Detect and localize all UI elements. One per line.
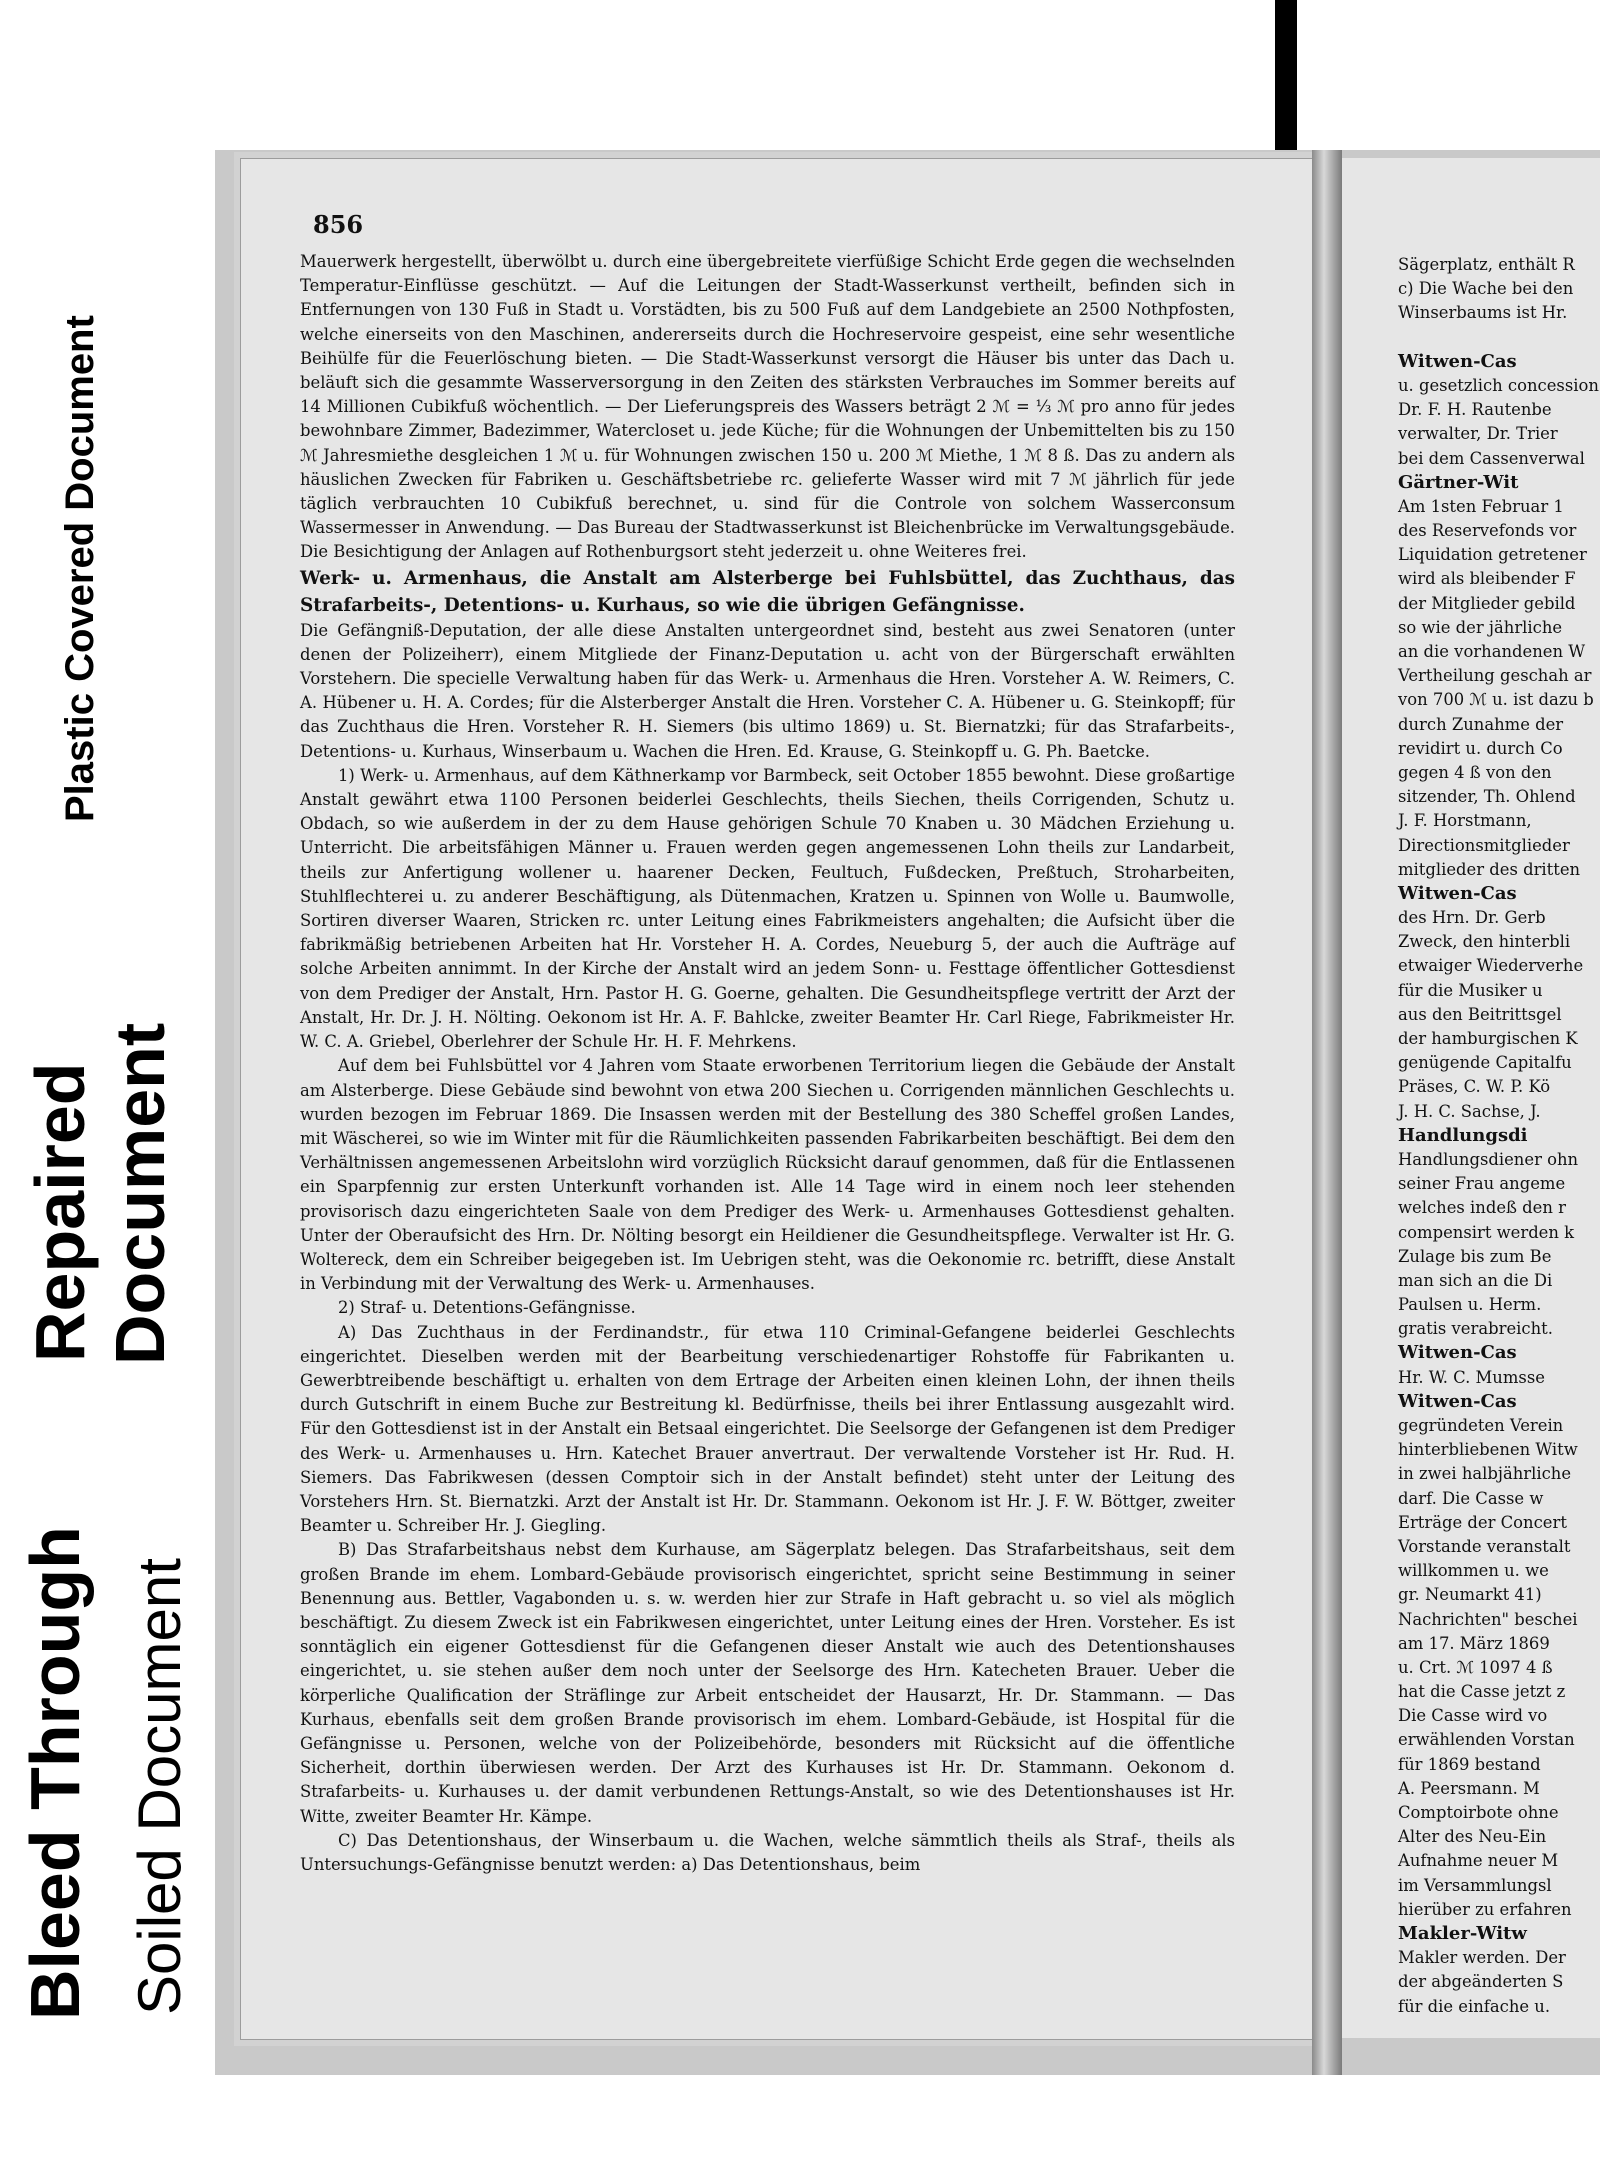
- section-heading: Werk- u. Armenhaus, die Anstalt am Alsterberge bei Fuhlsbüttel, das Zuchthaus, das Strafarbeits-, Detentions- u. Kurhaus, so wie die übrigen Gefängnisse.: [300, 567, 1235, 616]
- right-page-line: c) Die Wache bei den: [1398, 279, 1574, 299]
- right-page-line: Sägerplatz, enthält R: [1398, 255, 1575, 274]
- label-bleed-through: Bleed Through: [16, 1526, 94, 2020]
- right-page-line: u. gesetzlich concession: [1398, 375, 1599, 395]
- right-page-line: Makler werden. Der: [1398, 1948, 1566, 1968]
- right-page-line: durch Zunahme der: [1398, 714, 1564, 734]
- right-page-line: an die vorhandenen W: [1398, 642, 1586, 661]
- right-page-line: des Reservefonds vor: [1398, 521, 1577, 541]
- scan-edge-shadow: [1275, 0, 1297, 150]
- right-page-line: genügende Capitalfu: [1398, 1053, 1572, 1073]
- right-page-line: welches indeß den r: [1398, 1198, 1566, 1218]
- right-page-line: u. Crt. ℳ 1097 4 ß: [1398, 1657, 1553, 1677]
- right-page-line: willkommen u. we: [1398, 1561, 1549, 1581]
- book-gutter: [1312, 150, 1342, 2075]
- body-paragraph: Mauerwerk hergestellt, überwölbt u. durch eine übergebreitete vierfüßige Schicht Erde gegen die wechselnden Temperatur-Einflüsse geschützt. — Auf die Leitungen der Stadt-Wasserkunst vertheilt, befinden sich in Entfernungen von 130 Fuß in Stadt u. Vorstädten, bis zu 500 Fuß auf dem Landgebiete an 2500 Nothpfosten, welche einerseits von den Maschinen, andererseits durch die Hochreservoire gespeist, eine sehr wesentliche Beihülfe für die Feuerlöschung bieten. — Die Stadt-Wasserkunst versorgt die Häuser bis unter das Dach u. beläuft sich die gesammte Wasserversorgung in den Zeiten des stärksten Verbrauches im Sommer bereits auf 14 Millionen Cubikfuß wöchentlich. — Der Lieferungspreis des Wassers beträgt 2 ℳ = ⅓ ℳ pro anno für jedes bewohnbare Zimmer, Badezimmer, Watercloset u. jede Küche; für die Wohnungen der Unbemittelten bis zu 150 ℳ Jahresmiethe desgleichen 1 ℳ u. für Wohnungen zwischen 150 u. 200 ℳ Miethe, 1 ℳ 8 ß. Das zu andern als häuslichen Zwecken für Fabriken u. Geschäftsbetriebe rc. gelieferte Wasser wird mit 7 ℳ jährlich für jede täglich verbrauchten 10 Cubikfuß berechnet, u. sind für die Controle von solchem Wasserconsum Wassermesser in Anwendung. — Das Bureau der Stadtwasserkunst ist Bleichenbrücke im Verwaltungsgebäude. Die Besichtigung der Anlagen auf Rothenburgsort steht jederzeit u. ohne Weiteres frei.: [300, 252, 1235, 562]
- right-page-line: aus den Beitrittsgel: [1398, 1004, 1562, 1024]
- body-paragraph: A) Das Zuchthaus in der Ferdinandstr., für etwa 110 Criminal-Gefangene beiderlei Geschlechts eingerichtet. Dieselben werden mit der Bearbeitung verschiedenartiger Rohstoffe für Fabrikanten u. Gewerbtreibende beschäftigt u. erhalten von dem Ertrage der Arbeiten einen kleinen Lohn, der ihnen theils durch Gutschrift in einem Buche zur Bestreitung kl. Bedürfnisse, theils bei ihrer Entlassung ausgezahlt wird. Für den Gottesdienst ist in der Anstalt ein Betsaal eingerichtet. Die Seelsorge der Gefangenen ist dem Prediger des Werk- u. Armenhauses u. Hrn. Katechet Brauer anvertraut. Der verwaltende Vorsteher ist Hr. Rud. H. Siemers. Das Fabrikwesen (dessen Comptoir sich in der Anstalt befindet) steht unter der Leitung des Vorstehers Hrn. St. Biernatzki. Arzt der Anstalt ist Hr. Dr. Stammann. Oekonom ist Hr. J. F. W. Böttger, zweiter Beamter u. Schreiber Hr. J. Giegling.: [300, 1322, 1235, 1536]
- right-page-line: Präses, C. W. P. Kö: [1398, 1077, 1551, 1097]
- right-page-heading: Gärtner-Wit: [1398, 471, 1519, 493]
- right-page-line: Vorstande veranstalt: [1398, 1536, 1571, 1556]
- right-page-line: Die Casse wird vo: [1398, 1706, 1548, 1726]
- right-page-line: Hr. W. C. Mumsse: [1398, 1367, 1545, 1387]
- body-paragraph: B) Das Strafarbeitshaus nebst dem Kurhause, am Sägerplatz belegen. Das Strafarbeitshaus, seit dem großen Brande im ehem. Lombard-Gebäude provisorisch eingerichtet, spricht seine Bestimmung in seiner Benennung aus. Bettler, Vagabonden u. s. w. werden hier zur Strafe in Haft gebracht u. so viel als möglich beschäftigt. Zu diesem Zweck ist ein Fabrikwesen eingerichtet, unter Leitung eines der Hren. Vorsteher. Es ist sonntäglich ein eigener Gottesdienst für die Gefangenen dieser Anstalt wie auch des Detentionshauses eingerichtet, u. sie stehen außer dem noch unter der Seelsorge des Hrn. Katecheten Brauer. Ueber die körperliche Qualification der Sträflinge zur Arbeit entscheidet der Hausarzt, Hr. Dr. Stammann. — Das Kurhaus, ebenfalls seit dem großen Brande provisorisch im ehem. Lombard-Gebäude, ist Hospital für die Gefängnisse u. Personen, welche von der Polizeibehörde, besonders mit Rücksicht auf die öffentliche Sicherheit, dorthin überwiesen werden. Der Arzt des Kurhauses ist Hr. Dr. Stammann. Oekonom d. Strafarbeits- u. Kurhauses u. der damit verbundenen Rettungs-Anstalt, so wie des Detentionshauses ist Hr. Witte, zweiter Beamter Hr. Kämpe.: [300, 1540, 1235, 1826]
- right-page-line: man sich an die Di: [1398, 1270, 1553, 1290]
- right-page-line: [1398, 326, 1600, 350]
- right-page-line: hierüber zu erfahren: [1398, 1899, 1572, 1919]
- right-page-line: von 700 ℳ u. ist dazu b: [1398, 690, 1594, 710]
- right-page-line: sitzender, Th. Ohlend: [1398, 787, 1576, 807]
- label-plastic-covered: Plastic Covered Document: [58, 315, 102, 822]
- right-page-line: verwalter, Dr. Trier: [1398, 424, 1558, 444]
- right-page-line: compensirt werden k: [1398, 1222, 1575, 1242]
- right-page-line: der hamburgischen K: [1398, 1029, 1578, 1048]
- right-page-line: Nachrichten" beschei: [1398, 1609, 1578, 1629]
- right-page-line: Winserbaums ist Hr.: [1398, 303, 1568, 323]
- right-page-line: Aufnahme neuer M: [1398, 1851, 1559, 1871]
- right-page-line: für die Musiker u: [1398, 980, 1543, 1000]
- right-page-heading: Witwen-Cas: [1398, 882, 1517, 904]
- right-page-line: gegen 4 ß von den: [1398, 762, 1552, 782]
- right-page-line: seiner Frau angeme: [1398, 1174, 1566, 1194]
- right-page-line: Erträge der Concert: [1398, 1512, 1567, 1532]
- right-page-line: revidirt u. durch Co: [1398, 738, 1563, 758]
- right-page-line: des Hrn. Dr. Gerb: [1398, 908, 1546, 928]
- body-paragraph: 1) Werk- u. Armenhaus, auf dem Käthnerkamp vor Barmbeck, seit October 1855 bewohnt. Diese großartige Anstalt gewährt etwa 1100 Personen beiderlei Geschlechts, theils Siechen, theils Corrigenden, Schutz u. Obdach, so wie außerdem in der zu dem Hause gehörigen Schule 70 Knaben u. 30 Mädchen Erziehung u. Unterricht. Die arbeitsfähigen Männer u. Frauen werden gegen angemessenen Lohn theils zur Landarbeit, theils zur Anfertigung wollener u. haarener Decken, Feultuch, Fußdecken, Preßtuch, Stroharbeiten, Stuhlflechterei u. zu anderer Beschäftigung, als Dütenmachen, Kratzen u. Spinnen von Wolle u. Baumwolle, Sortiren diverser Waaren, Stricken rc. unter Leitung eines Fabrikmeisters angehalten; die Aufsicht über die fabrikmäßig betriebenen Arbeiten hat Hr. Vorsteher H. A. Cordes, Neueburg 5, der auch die Aufträge auf solche Arbeiten annimmt. In der Kirche der Anstalt wird an jedem Sonn- u. Festtage öffentlicher Gottesdienst von dem Prediger der Anstalt, Hrn. Pastor H. G. Goerne, gehalten. Die Gesundheitspflege vertritt der Arzt der Anstalt, Hr. Dr. J. H. Nölting. Oekonom ist Hr. A. F. Bahlcke, zweiter Beamter Hr. Carl Riege, Fabrikmeister Hr. W. C. A. Griebel, Oberlehrer der Schule Hr. H. F. Mehrkens.: [300, 765, 1235, 1052]
- right-page-line: bei dem Cassenverwal: [1398, 448, 1585, 468]
- right-page-heading: Witwen-Cas: [1398, 350, 1517, 372]
- right-page-line: mitglieder des dritten: [1398, 859, 1581, 879]
- right-page-heading: Witwen-Cas: [1398, 1390, 1517, 1412]
- right-page-line: am 17. März 1869: [1398, 1633, 1550, 1653]
- right-page-line: Directionsmitglieder: [1398, 835, 1570, 855]
- right-page-line: so wie der jährliche: [1398, 617, 1563, 637]
- right-page-line: gegründeten Verein: [1398, 1416, 1564, 1435]
- label-soiled: Soiled Document: [126, 1558, 193, 2015]
- right-page-line: Alter des Neu-Ein: [1398, 1827, 1547, 1847]
- right-page-line: im Versammlungsl: [1398, 1875, 1552, 1895]
- right-page-line: der abgeänderten S: [1398, 1972, 1564, 1992]
- right-page-line: Zweck, den hinterbli: [1398, 932, 1571, 952]
- body-paragraph: Die Gefängniß-Deputation, der alle diese Anstalten untergeordnet sind, besteht aus zwei Senatoren (unter denen der Polizeiherr), einem Mitgliede der Finanz-Deputation u. acht von der Bürgerschaft erwählten Vorstehern. Die specielle Verwaltung haben für das Werk- u. Armenhaus die Hren. Vorsteher A. W. Reimers, C. A. Hübener u. H. A. Cordes; für die Alsterberger Anstalt die Hren. Vorsteher C. A. Hübener u. G. Steinkopff; für das Zuchthaus die Hren. Vorsteher R. H. Siemers (bis ultimo 1869) u. St. Biernatzki; für das Strafarbeits-, Detentions- u. Kurhaus, Winserbaum u. Wachen die Hren. Ed. Krause, G. Steinkopff u. G. Ph. Baetcke.: [300, 620, 1235, 761]
- right-page-line: Vertheilung geschah ar: [1398, 666, 1592, 686]
- right-page-line: Paulsen u. Herm.: [1398, 1295, 1542, 1315]
- right-page-line: Liquidation getretener: [1398, 545, 1587, 565]
- right-page-line: J. F. Horstmann,: [1398, 811, 1532, 831]
- right-page-line: für 1869 bestand: [1398, 1754, 1541, 1774]
- right-page-text: [1398, 253, 1600, 2019]
- right-page-line: Am 1sten Februar 1: [1398, 496, 1564, 516]
- right-page-line: in zwei halbjährliche: [1398, 1464, 1572, 1484]
- body-paragraph: 2) Straf- u. Detentions-Gefängnisse.: [338, 1298, 636, 1318]
- right-page-line: für die einfache u.: [1398, 1996, 1551, 2016]
- body-paragraph: C) Das Detentionshaus, der Winserbaum u. die Wachen, welche sämmtlich theils als Straf-, theils als Untersuchungs-Gefängnisse benutzt werden: a) Das Detentionshaus, beim: [300, 1830, 1235, 1874]
- right-page-line: hinterbliebenen Witw: [1398, 1440, 1578, 1460]
- right-page-heading: Witwen-Cas: [1398, 1342, 1517, 1364]
- right-page-line: gratis verabreicht.: [1398, 1319, 1553, 1339]
- page-body-text: [300, 250, 1235, 1877]
- body-paragraph: Auf dem bei Fuhlsbüttel vor 4 Jahren vom Staate erworbenen Territorium liegen die Gebäude der Anstalt am Alsterberge. Diese Gebäude sind bewohnt von etwa 200 Siechen u. Corrigenden männlichen Geschlechts u. wurden bezogen im Februar 1869. Die Insassen werden mit der Bestellung des 380 Scheffel großen Landes, mit Wäscherei, so wie im Winter mit für die Räumlichkeiten passenden Fabrikarbeiten beschäftigt. Bei dem den Verhältnissen angemessenen Arbeitslohn wird vorzüglich Rücksicht darauf genommen, daß für die Entlassenen ein Sparpfennig zur ersten Unterkunft vorhanden ist. Alle 14 Tage wird in einem noch leer stehenden provisorisch dazu eingerichteten Saale von dem Prediger des Werk- u. Armenhauses Gottesdienst gehalten. Unter der Oberaufsicht des Hrn. Dr. Nölting besorgt ein Heildiener die Gesundheitspflege. Verwalter ist Hr. G. Woltereck, dem ein Schreiber beigegeben ist. Im Uebrigen steht, was die Oekonomie rc. betrifft, diese Anstalt in Verbindung mit der Verwaltung des Werk- u. Armenhauses.: [300, 1056, 1235, 1294]
- page-number: 856: [313, 210, 364, 239]
- right-page-line: Comptoirbote ohne: [1398, 1803, 1559, 1822]
- right-page-line: darf. Die Casse w: [1398, 1488, 1544, 1508]
- right-page-line: wird als bleibender F: [1398, 569, 1576, 589]
- right-page-heading: Handlungsdi: [1398, 1124, 1528, 1146]
- right-page-line: gr. Neumarkt 41): [1398, 1585, 1542, 1605]
- right-page-line: Dr. F. H. Rautenbe: [1398, 400, 1552, 420]
- right-page-heading: Makler-Witw: [1398, 1922, 1527, 1944]
- label-repaired-line2: Document: [101, 1022, 179, 1365]
- right-page-line: J. H. C. Sachse, J.: [1398, 1101, 1541, 1121]
- label-repaired-line1: Repaired: [21, 1062, 99, 1362]
- right-page-line: A. Peersmann. M: [1398, 1778, 1540, 1798]
- right-page-line: der Mitglieder gebild: [1398, 593, 1576, 613]
- right-page-line: erwählenden Vorstan: [1398, 1730, 1575, 1750]
- document-condition-labels: [0, 0, 200, 2177]
- right-page-line: Zulage bis zum Be: [1398, 1246, 1552, 1266]
- right-page-line: Handlungsdiener ohn: [1398, 1149, 1579, 1169]
- right-page-line: hat die Casse jetzt z: [1398, 1682, 1566, 1702]
- right-page-line: etwaiger Wiederverhe: [1398, 956, 1584, 976]
